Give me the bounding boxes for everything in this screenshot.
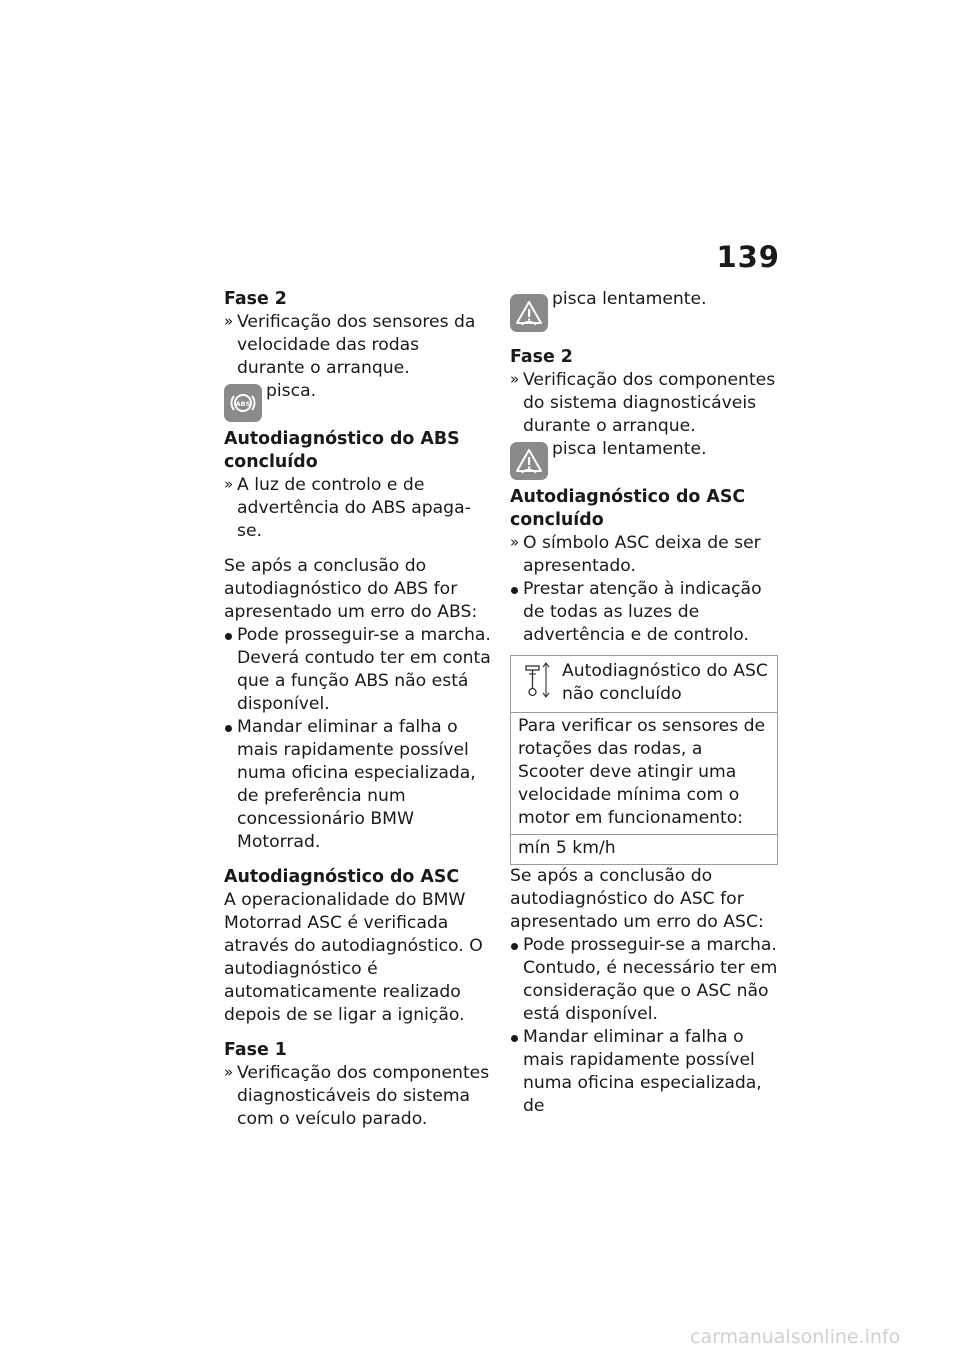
abs-icon-line (224, 380, 492, 416)
asc-icon-line-2 (510, 438, 782, 474)
attention-bullet: Prestar atenção à indicação de todas as luzes de advertência e de controlo. (510, 578, 782, 647)
asc-bullet-2: Mandar eliminar a falha o mais rapidamente possível numa oficina especializada, de (510, 1026, 782, 1118)
asc-paragraph: A operacionalidade do BMW Motorrad ASC é verificada através do autodiagnóstico. O autodiagnóstico é automaticamente realizado depois de se ligar a ignição. (224, 890, 483, 1025)
step-wheel-sensors: » Verificação dos sensores da velocidade das rodas durante o arranque. (224, 311, 492, 380)
heading-fase2: Fase 2 (224, 289, 287, 309)
left-column (224, 288, 492, 1131)
abs-icon-text: pisca. (266, 381, 317, 401)
step-components-stationary: » Verificação dos componentes diagnosticáveis do sistema com o veículo parado. (224, 1062, 492, 1131)
asc-icon (510, 442, 548, 480)
asc-bullet-1: Pode prosseguir-se a marcha. Contudo, é necessário ter em consideração que o ASC não está disponível. (510, 934, 782, 1026)
asc-note-table (510, 655, 778, 865)
svg-text:ABS: ABS (235, 400, 251, 408)
asc-icon-text-top: pisca lentamente. (552, 289, 707, 309)
asc-icon-line-top (510, 288, 782, 324)
asc-note-row-2: mín 5 km/h (511, 835, 778, 865)
abs-bullet-2: Mandar eliminar a falha o mais rapidamente possível numa oficina especializada, de preferência num concessionário BMW Motorrad. (224, 716, 492, 854)
asc-note-header-text: Autodiagnóstico do ASC não concluído (562, 661, 768, 704)
abs-error-paragraph: Se após a conclusão do autodiagnóstico do ABS for apresentado um erro do ABS: (224, 556, 478, 622)
heading-asc-done: Autodiagnóstico do ASC concluído (510, 487, 746, 530)
speed-note-icon (524, 662, 552, 705)
page-number: 139 (716, 240, 780, 274)
heading-fase2-asc: Fase 2 (510, 347, 573, 367)
right-column (510, 288, 782, 1118)
asc-note-row-1: Para verificar os sensores de rotações das rodas, a Scooter deve atingir uma velocidade mínima com o motor em funcionamento: (511, 713, 778, 835)
abs-bullet-1: Pode prosseguir-se a marcha. Deverá contudo ter em conta que a função ABS não está disponível. (224, 624, 492, 716)
step-components-start: » Verificação dos componentes do sistema diagnosticáveis durante o arranque. (510, 369, 782, 438)
step-abs-lamp-off: » A luz de controlo e de advertência do ABS apaga-se. (224, 474, 492, 543)
asc-error-paragraph: Se após a conclusão do autodiagnóstico do ASC for apresentado um erro do ASC: (510, 866, 764, 932)
asc-note-header (511, 656, 778, 713)
asc-icon-text-2: pisca lentamente. (552, 439, 707, 459)
heading-abs-done: Autodiagnóstico do ABS concluído (224, 429, 460, 472)
asc-icon (510, 294, 548, 332)
heading-asc: Autodiagnóstico do ASC (224, 867, 460, 887)
watermark: carmanualsonline.info (690, 1326, 901, 1348)
step-asc-symbol-off: » O símbolo ASC deixa de ser apresentado. (510, 532, 782, 578)
abs-icon (224, 384, 262, 422)
heading-fase1: Fase 1 (224, 1040, 287, 1060)
